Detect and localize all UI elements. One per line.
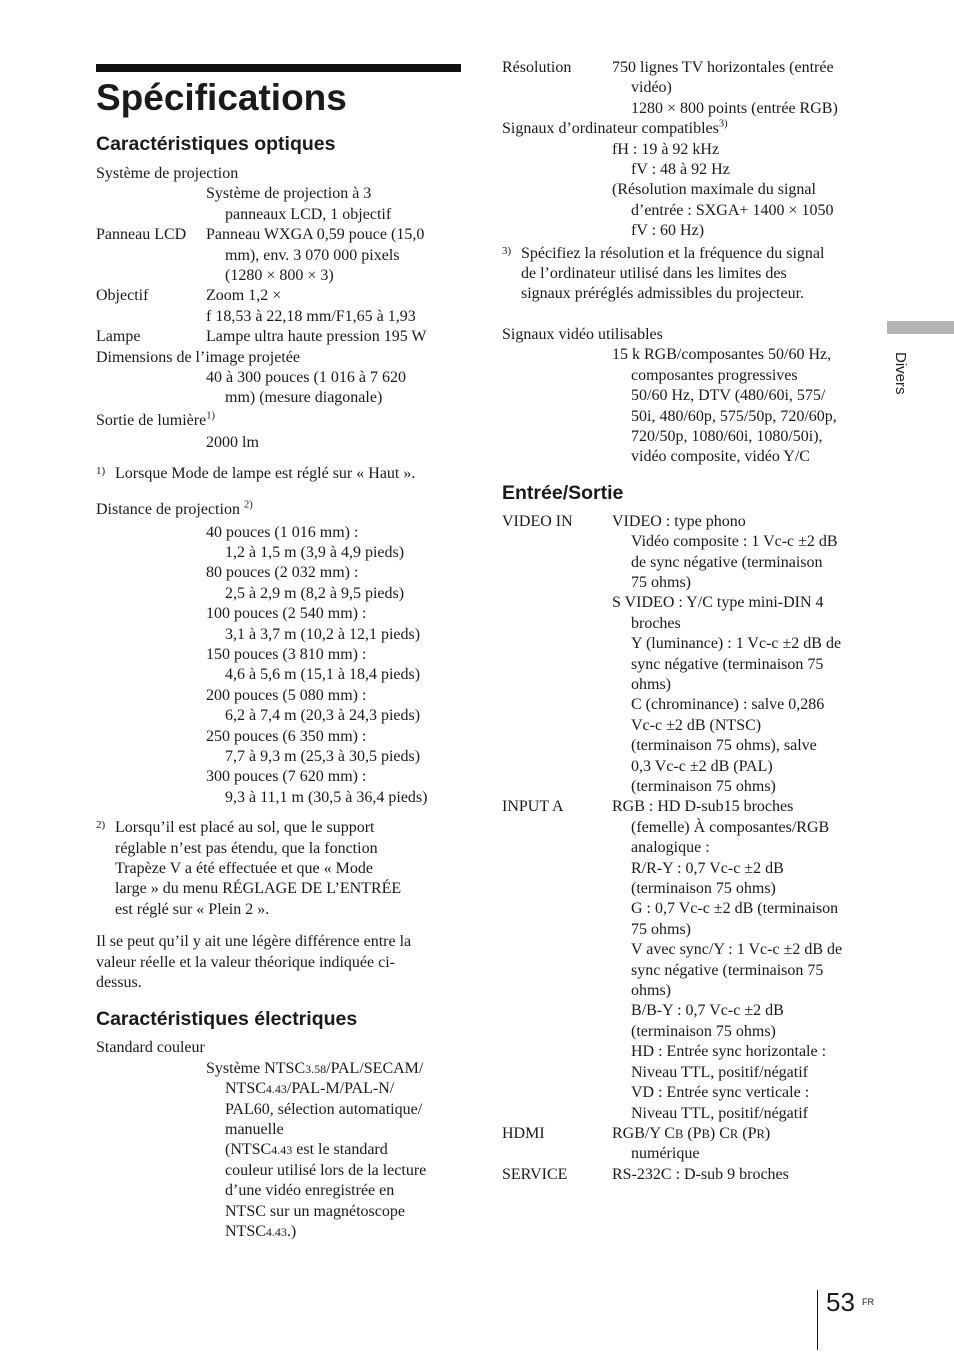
left-column xyxy=(96,58,461,1243)
footnote-mark: 1) xyxy=(96,464,106,477)
spec-value: fH : 19 à 92 kHz xyxy=(612,140,720,158)
text-run: R xyxy=(756,1126,765,1141)
text-run: (P xyxy=(683,1124,702,1142)
footnote-2 xyxy=(96,818,461,920)
spec-value: VD : Entrée sync verticale : xyxy=(631,1084,810,1102)
distance-range: 3,1 à 3,7 m (10,2 à 12,1 pieds) xyxy=(225,625,421,643)
spec-value: fV : 60 Hz) xyxy=(631,222,705,240)
spec-value: 40 à 300 pouces (1 016 à 7 620 xyxy=(206,369,406,387)
spec-value: d’entrée : SXGA+ 1400 × 1050 xyxy=(631,201,834,219)
spec-value: 15 k RGB/composantes 50/60 Hz, xyxy=(612,346,832,364)
spec-input-a xyxy=(502,797,872,1124)
note-line: Il se peut qu’il y ait une légère différence entre la xyxy=(96,933,412,951)
heading-io: Entrée/Sortie xyxy=(502,481,624,504)
distance-range: 7,7 à 9,3 m (25,3 à 30,5 pieds) xyxy=(225,747,421,765)
spec-value: 0,3 Vc-c ±2 dB (PAL) xyxy=(631,757,773,775)
spec-value: vidéo composite, vidéo Y/C xyxy=(631,448,810,466)
spec-value: f 18,53 à 22,18 mm/F1,65 à 1,93 xyxy=(206,307,416,325)
footnote-ref: 1) xyxy=(206,410,215,422)
spec-value: mm) (mesure diagonale) xyxy=(225,389,383,407)
spec-value: Niveau TTL, positif/négatif xyxy=(631,1104,808,1122)
spec-value: S VIDEO : Y/C type mini-DIN 4 xyxy=(612,594,824,612)
distance-row xyxy=(96,767,461,808)
distance-size: 80 pouces (2 032 mm) : xyxy=(206,564,359,582)
spec-value: ohms) xyxy=(631,982,671,1000)
spec-value: (terminaison 75 ohms) xyxy=(631,880,776,898)
distance-range: 4,6 à 5,6 m (15,1 à 18,4 pieds) xyxy=(225,666,421,684)
spec-value: Panneau WXGA 0,59 pouce (15,0 xyxy=(206,226,425,244)
spec-projection-distance xyxy=(96,500,461,808)
spec-value xyxy=(96,1222,461,1242)
text-run: B xyxy=(674,1126,684,1141)
footnote-line: est réglé sur « Plein 2 ». xyxy=(115,900,270,918)
text-run: RGB/Y C xyxy=(612,1124,675,1142)
spec-value: Système de projection à 3 xyxy=(206,185,372,203)
spec-value: (terminaison 75 ohms) xyxy=(631,778,776,795)
spec-video-in xyxy=(502,512,872,798)
note-line: dessus. xyxy=(96,974,142,992)
spec-value: composantes progressives xyxy=(631,366,798,384)
distance-row xyxy=(96,645,461,686)
footnote-line: réglable n’est pas étendu, que la fonction xyxy=(115,839,378,857)
spec-value: B/B-Y : 0,7 Vc-c ±2 dB xyxy=(631,1002,784,1020)
distance-row xyxy=(96,563,461,604)
text-run: B xyxy=(701,1126,710,1141)
spec-light-output xyxy=(96,411,461,454)
spec-value: vidéo) xyxy=(631,79,672,97)
footnote-line: Spécifiez la résolution et la fréquence du signal xyxy=(521,244,825,262)
text-run: 4.43 xyxy=(265,1082,287,1097)
text-run: (NTSC xyxy=(225,1141,272,1159)
text-run: NTSC xyxy=(225,1080,266,1098)
spec-label: Standard couleur xyxy=(96,1039,205,1057)
spec-projection-system xyxy=(96,164,461,225)
spec-value: ohms) xyxy=(631,675,671,693)
spec-pc-signals xyxy=(502,119,872,241)
spec-value: 50i, 480/60p, 575/50p, 720/60p, xyxy=(631,407,837,425)
spec-label: Système de projection xyxy=(96,165,239,182)
distance-range: 1,2 à 1,5 m (3,9 à 4,9 pieds) xyxy=(225,543,405,561)
spec-value: (terminaison 75 ohms) xyxy=(631,1022,776,1040)
text-run: .) xyxy=(286,1223,297,1241)
distance-row xyxy=(96,727,461,768)
side-tab-label: Divers xyxy=(892,352,909,395)
footnote-3 xyxy=(502,244,872,305)
spec-value: analogique : xyxy=(631,839,710,857)
page-language: FR xyxy=(862,1297,874,1307)
spec-label: Distance de projection xyxy=(96,501,240,519)
spec-value: NTSC sur un magnétoscope xyxy=(225,1202,405,1220)
distance-range: 9,3 à 11,1 m (30,5 à 36,4 pieds) xyxy=(225,788,428,806)
spec-value: panneaux LCD, 1 objectif xyxy=(225,205,392,223)
spec-lens xyxy=(96,286,461,327)
text-run: /PAL/SECAM/ xyxy=(326,1059,424,1077)
text-run: 4.43 xyxy=(265,1225,287,1240)
right-column xyxy=(502,58,872,1185)
spec-value: mm), env. 3 070 000 pixels xyxy=(225,246,400,264)
distance-row xyxy=(96,523,461,564)
spec-value: 750 lignes TV horizontales (entrée xyxy=(612,59,834,76)
spec-value: 720/50p, 1080/60i, 1080/50i), xyxy=(631,427,823,445)
spec-resolution xyxy=(502,58,872,119)
side-tab-bar xyxy=(887,321,954,334)
spec-label: Résolution xyxy=(502,59,572,76)
spec-value: C (chrominance) : salve 0,286 xyxy=(631,696,825,714)
spec-value: (1280 × 800 × 3) xyxy=(225,267,334,285)
note-paragraph xyxy=(96,932,461,993)
text-run: Système NTSC xyxy=(206,1059,306,1077)
text-run: est le standard xyxy=(292,1141,388,1159)
spec-label: Objectif xyxy=(96,287,149,305)
spec-label: Panneau LCD xyxy=(96,226,187,244)
spec-color-standard xyxy=(96,1038,461,1242)
spec-value: 1280 × 800 points (entrée RGB) xyxy=(631,99,838,117)
spec-value: manuelle xyxy=(225,1121,284,1139)
spec-value: Vidéo composite : 1 Vc-c ±2 dB xyxy=(631,533,838,551)
spec-value xyxy=(96,1140,461,1160)
spec-value: (Résolution maximale du signal xyxy=(612,181,816,199)
spec-value: HD : Entrée sync horizontale : xyxy=(631,1043,827,1061)
spec-label: Sortie de lumière xyxy=(96,411,207,429)
spec-value: RS-232C : D-sub 9 broches xyxy=(612,1165,789,1183)
spec-value: sync négative (terminaison 75 xyxy=(631,961,824,979)
footnote-line: signaux préréglés admissibles du projecteur. xyxy=(521,285,805,303)
spec-value xyxy=(96,1079,461,1099)
spec-value: fV : 48 à 92 Hz xyxy=(631,161,730,179)
spec-value xyxy=(612,1124,872,1144)
spec-video-signals xyxy=(502,325,872,468)
text-run: ) C xyxy=(709,1124,730,1142)
spec-value: Niveau TTL, positif/négatif xyxy=(631,1063,808,1081)
spec-value: VIDEO : type phono xyxy=(612,512,746,530)
spec-value: V avec sync/Y : 1 Vc-c ±2 dB de xyxy=(631,941,843,959)
distance-size: 200 pouces (5 080 mm) : xyxy=(206,686,367,704)
distance-row xyxy=(96,686,461,727)
spec-label: Lampe xyxy=(96,328,141,346)
spec-service xyxy=(502,1165,872,1185)
note-line: valeur réelle et la valeur théorique indiquée ci- xyxy=(96,953,395,971)
distance-size: 150 pouces (3 810 mm) : xyxy=(206,645,367,663)
spec-label: INPUT A xyxy=(502,798,564,816)
distance-range: 2,5 à 2,9 m (8,2 à 9,5 pieds) xyxy=(225,584,405,602)
spec-label: Dimensions de l’image projetée xyxy=(96,348,300,366)
footnote-text xyxy=(521,244,872,305)
title-rule xyxy=(96,64,461,72)
spec-value: Y (luminance) : 1 Vc-c ±2 dB de xyxy=(631,635,842,653)
text-run: NTSC xyxy=(225,1223,266,1241)
heading-optical: Caractéristiques optiques xyxy=(96,133,336,155)
spec-value: Lampe ultra haute pression 195 W xyxy=(206,328,427,346)
footnote-1 xyxy=(96,464,461,484)
page-number-rule xyxy=(817,1290,818,1350)
footnote-mark: 3) xyxy=(502,244,512,257)
distance-size: 250 pouces (6 350 mm) : xyxy=(206,727,367,745)
spec-label: Signaux vidéo utilisables xyxy=(502,325,663,343)
spec-value: Vc-c ±2 dB (NTSC) xyxy=(631,716,762,734)
footnote-text xyxy=(115,818,461,920)
distance-size: 40 pouces (1 016 mm) : xyxy=(206,523,359,541)
spec-value: 50/60 Hz, DTV (480/60i, 575/ xyxy=(631,387,826,405)
spec-value: numérique xyxy=(631,1145,700,1163)
spec-value: RGB : HD D-sub15 broches xyxy=(612,798,794,816)
footnote-line: Trapèze V a été effectuée et que « Mode xyxy=(115,860,373,877)
page-title: Spécifications xyxy=(96,77,347,118)
spec-lcd-panel xyxy=(96,225,461,286)
footnote-line: Lorsqu’il est placé au sol, que le support xyxy=(115,819,375,837)
distance-row xyxy=(96,604,461,645)
footnote-ref: 3) xyxy=(718,118,728,130)
spec-value: 2000 lm xyxy=(206,434,259,452)
text-run: 4.43 xyxy=(271,1143,293,1158)
heading-electrical: Caractéristiques électriques xyxy=(96,1008,358,1031)
spec-label: VIDEO IN xyxy=(502,512,573,530)
spec-value: PAL60, sélection automatique/ xyxy=(225,1100,423,1118)
distance-range: 6,2 à 7,4 m (20,3 à 24,3 pieds) xyxy=(225,707,421,725)
spec-value: broches xyxy=(631,614,681,632)
spec-value: (terminaison 75 ohms), salve xyxy=(631,737,817,755)
spec-value: (femelle) À composantes/RGB xyxy=(631,818,830,836)
spec-value: couleur utilisé lors de la lecture xyxy=(225,1161,427,1179)
footnote-mark: 2) xyxy=(96,819,106,832)
spec-lamp xyxy=(96,327,461,347)
spec-value: 75 ohms) xyxy=(631,920,691,938)
spec-value: sync négative (terminaison 75 xyxy=(631,655,824,673)
footnote-line: de l’ordinateur utilisé dans les limites des xyxy=(521,265,787,283)
text-run: /PAL-M/PAL-N/ xyxy=(286,1080,395,1098)
spec-label: SERVICE xyxy=(502,1165,568,1183)
spec-value: R/R-Y : 0,7 Vc-c ±2 dB xyxy=(631,859,784,877)
spec-value: G : 0,7 Vc-c ±2 dB (terminaison xyxy=(631,900,839,918)
distance-size: 300 pouces (7 620 mm) : xyxy=(206,768,367,786)
page-number: 53 xyxy=(826,1287,855,1317)
spec-label: Signaux d’ordinateur compatibles xyxy=(502,120,719,138)
spec-hdmi xyxy=(502,1124,872,1165)
footnote-line: large » du menu RÉGLAGE DE L’ENTRÉE xyxy=(115,880,402,898)
spec-image-size xyxy=(96,348,461,409)
text-run: R xyxy=(729,1126,739,1141)
spec-value xyxy=(96,1059,461,1079)
spec-value: 75 ohms) xyxy=(631,573,691,591)
spec-label: HDMI xyxy=(502,1124,545,1142)
text-run: 3.58 xyxy=(305,1061,327,1076)
spec-value: d’une vidéo enregistrée en xyxy=(225,1182,395,1200)
spec-value: Zoom 1,2 × xyxy=(206,287,282,305)
text-run: (P xyxy=(738,1124,757,1142)
spec-value: de sync négative (terminaison xyxy=(631,553,823,571)
text-run: ) xyxy=(764,1124,771,1142)
footnote-text: Lorsque Mode de lampe est réglé sur « Haut ». xyxy=(115,464,416,482)
footnote-ref: 2) xyxy=(243,499,253,511)
distance-size: 100 pouces (2 540 mm) : xyxy=(206,605,367,623)
